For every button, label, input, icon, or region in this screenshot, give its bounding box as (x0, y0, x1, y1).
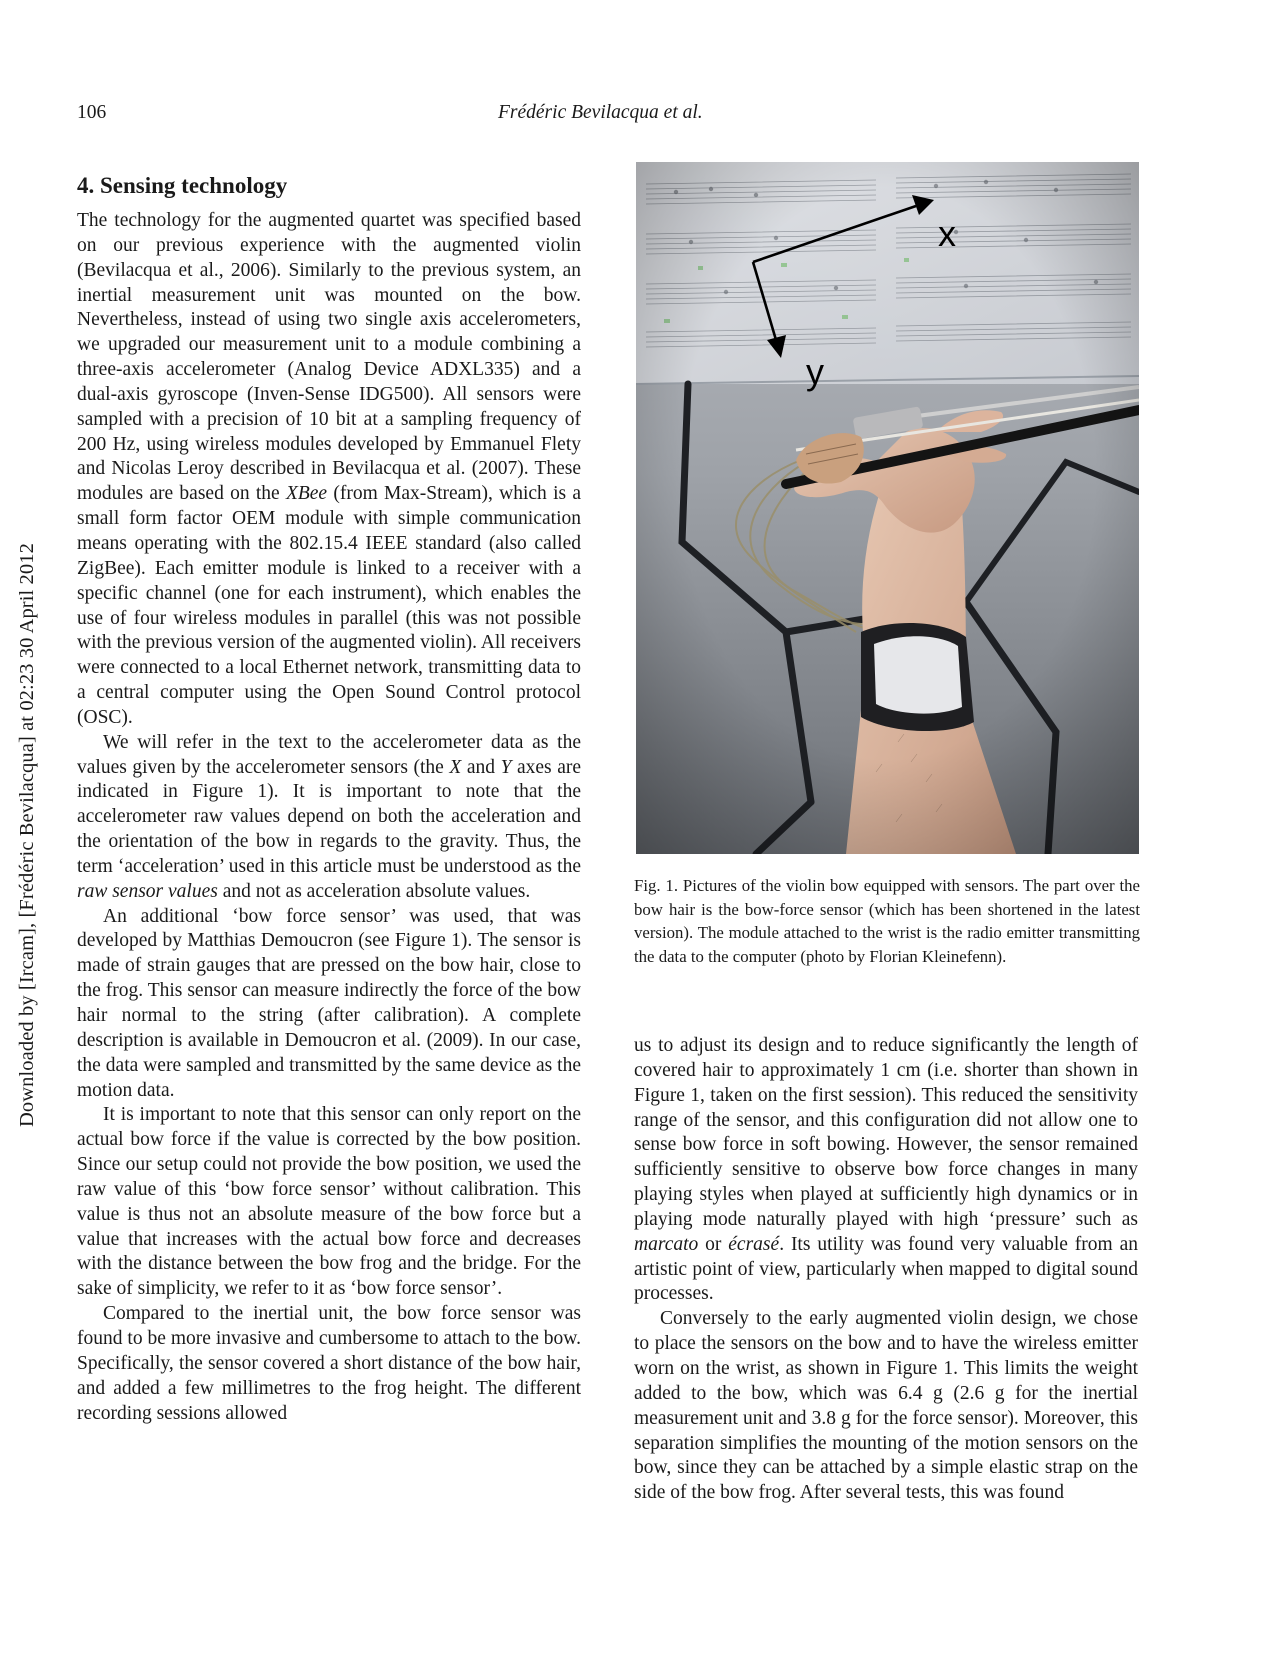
paragraph-7: Conversely to the early augmented violin design, we chose to place the sensors on the bow and to have the wireless emitter worn on the wrist, as shown in Figure 1. This limits the weight added to the bow, which was 6.4 g (2.6 g for the inertial measurement unit and 3.8 g for the force sensor). Moreover, this separation simplifies the mounting of the motion sensors on the bow, since they can be attached by a simple elastic strap on the side of the bow frog. After several tests, this was found (634, 1308, 1138, 1504)
right-column (634, 1034, 1138, 1506)
page-number: 106 (77, 102, 107, 123)
paragraph-5: Compared to the inertial unit, the bow force sensor was found to be more invasive and cumbersome to attach to the bow. Specifically, the sensor covered a short distance of the bow hair, and added a few millimetres to the frog height. The different recording sessions allowed (77, 1303, 581, 1424)
figure-caption: Fig. 1. Pictures of the violin bow equipped with sensors. The part over the bow hair is the bow-force sensor (which has been shortened in the latest version). The module attached to the wrist is the radio emitter transmitting the data to the computer (photo by Florian Kleinefenn). (634, 876, 1140, 966)
axis-x-label: x (938, 213, 956, 254)
download-watermark: Downloaded by [Ircam], [Frédéric Bevilacqua] at 02:23 30 April 2012 (16, 543, 38, 1127)
section-heading: 4. Sensing technology (77, 173, 288, 198)
axis-y-label: y (806, 351, 824, 392)
paragraph-6: us to adjust its design and to reduce significantly the length of covered hair to approximately 1 cm (i.e. shorter than shown in Figure 1, taken on the first session). This reduced the sensitivity range of the sensor, and this configuration did not allow one to sense bow force in soft bowing. However, the sensor remained sufficiently sensitive to observe bow force changes in many playing styles when played at sufficiently high dynamics or in playing mode naturally played with high ‘pressure’ such as marcato or écrasé. Its utility was found very valuable from an artistic point of view, particularly when mapped to digital sound processes. (634, 1035, 1138, 1305)
paragraph-4: It is important to note that this sensor can only report on the actual bow force if the value is corrected by the bow position. Since our setup could not provide the bow position, we used the raw value of this ‘bow force sensor’ without calibration. This value is thus not an absolute measure of the bow force but a value that increases with the actual bow force and decreases with the distance between the bow frog and the bridge. For the sake of simplicity, we refer to it as ‘bow force sensor’. (77, 1104, 581, 1300)
paragraph-2: We will refer in the text to the accelerometer data as the values given by the accelerometer sensors (the X and Y axes are indicated in Figure 1). It is important to note that the accelerometer raw values depend on both the acceleration and the orientation of the bow in regards to the gravity. Thus, the term ‘acceleration’ used in this article must be understood as the raw sensor values and not as acceleration absolute values. (77, 731, 581, 902)
figure-1-photo (636, 162, 1139, 854)
running-head: Frédéric Bevilacqua et al. (498, 102, 703, 123)
left-column (77, 172, 581, 1426)
paragraph-1: The technology for the augmented quartet was specified based on our previous experience with the augmented violin (Bevilacqua et al., 2006). Similarly to the previous system, an inertial measurement unit was mounted on the bow. Nevertheless, instead of using two single axis accelerometers, we upgraded our measurement unit to a module combining a three-axis accelerometer (Analog Device ADXL335) and a dual-axis gyroscope (Inven-Sense IDG500). All sensors were sampled with a precision of 10 bit at a sampling frequency of 200 Hz, using wireless modules developed by Emmanuel Flety and Nicolas Leroy described in Bevilacqua et al. (2007). These modules are based on the XBee (from Max-Stream), which is a small form factor OEM module with simple communication means operating with the 802.15.4 IEEE standard (also called ZigBee). Each emitter module is linked to a receiver with a specific channel (one for each instrument), which enables the use of four wireless modules in parallel (this was not possible with the previous version of the augmented violin). All receivers were connected to a local Ethernet network, transmitting data to a central computer using the Open Sound Control protocol (OSC). (77, 210, 581, 728)
paragraph-3: An additional ‘bow force sensor’ was used, that was developed by Matthias Demoucron (see Figure 1). The sensor is made of strain gauges that are pressed on the bow hair, close to the frog. This sensor can measure indirectly the force of the bow hair normal to the string (after calibration). A complete description is available in Demoucron et al. (2009). In our case, the data were sampled and transmitted by the same device as the motion data. (77, 905, 581, 1101)
